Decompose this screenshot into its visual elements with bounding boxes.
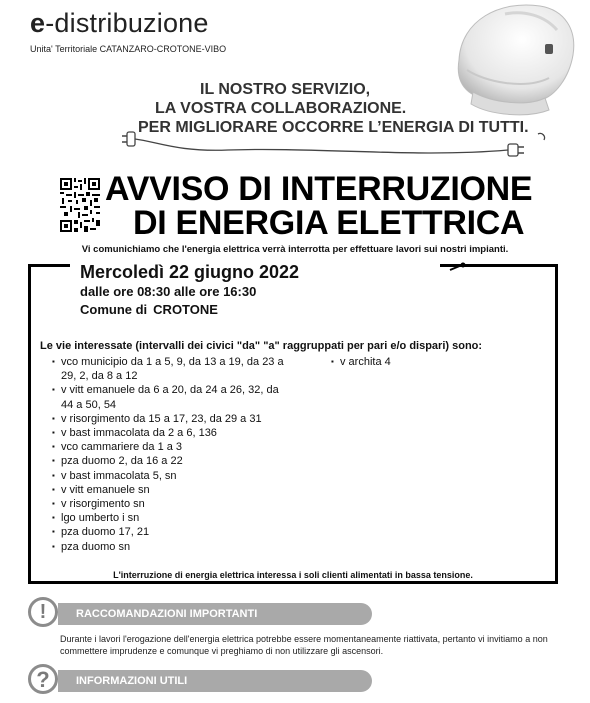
slogan-line-3: PER MIGLIORARE OCCORRE L’ENERGIA DI TUTTI.	[138, 119, 529, 136]
street-item: ▪ pza duomo 2, da 16 a 22	[52, 454, 292, 468]
notice-title	[105, 172, 585, 240]
territorial-unit: Unita' Territoriale CATANZARO-CROTONE-VIBO	[30, 44, 227, 54]
street-item: ▪ v risorgimento da 15 a 17, 23, da 29 a 31	[52, 412, 292, 426]
street-item: ▪ vco municipio da 1 a 5, 9, da 13 a 19, da 23 a 29, 2, da 8 a 12	[52, 355, 292, 383]
question-mark-icon: ?	[28, 664, 58, 694]
useful-info-header: INFORMAZIONI UTILI	[58, 670, 372, 692]
low-voltage-notice: L'interruzione di energia elettrica interessa i soli clienti alimentati in bassa tensione.	[113, 570, 473, 580]
streets-heading: Le vie interessate (intervalli dei civici "da" "a" raggruppati per pari e/o dispari) sono:	[40, 340, 483, 352]
frame-pin-icon	[448, 262, 468, 272]
street-item: ▪ v bast immacolata da 2 a 6, 136	[52, 426, 292, 440]
exclamation-icon: !	[28, 597, 58, 627]
brand-logo-text: -distribuzione	[45, 8, 209, 38]
frame-top-left-edge	[28, 264, 70, 267]
street-item: ▪ pza duomo sn	[52, 540, 292, 554]
plug-right-icon	[508, 144, 524, 156]
plug-left-icon	[122, 132, 135, 146]
street-item: ▪ pza duomo 17, 21	[52, 525, 292, 539]
streets-list-left	[52, 355, 292, 554]
outage-date: Mercoledì 22 giugno 2022	[80, 262, 300, 282]
street-item: ▪ v vitt emanuele da 6 a 20, da 24 a 26, 32, da 44 a 50, 54	[52, 383, 292, 411]
street-item: ▪ v vitt emanuele sn	[52, 483, 292, 497]
outage-municipality	[80, 302, 218, 317]
street-item: ▪ v risorgimento sn	[52, 497, 292, 511]
notice-title-line-1: AVVISO DI INTERRUZIONE	[105, 170, 533, 208]
slogan-line-1: IL NOSTRO SERVIZIO,	[200, 81, 371, 98]
municipality-label: Comune di	[80, 302, 148, 317]
streets-list-right	[331, 355, 531, 369]
plug-cable-decoration	[118, 122, 558, 164]
intro-text: Vi comunichiamo che l'energia elettrica verrà interrotta per effettuare lavori sui nostri impianti.	[81, 244, 509, 255]
recommendations-header: RACCOMANDAZIONI IMPORTANTI	[58, 603, 372, 625]
outage-hours: dalle ore 08:30 alle ore 16:30	[80, 284, 257, 299]
street-item: ▪ lgo umberto i sn	[52, 511, 292, 525]
notice-title-line-2: DI ENERGIA ELETTRICA	[133, 204, 525, 242]
municipality-value: CROTONE	[153, 302, 218, 317]
street-item: ▪ v archita 4	[331, 355, 531, 369]
street-item: ▪ v bast immacolata 5, sn	[52, 469, 292, 483]
brand-logo-e: e	[30, 8, 46, 38]
brand-logo	[30, 8, 209, 39]
recommendations-text: Durante i lavori l'erogazione dell'energia elettrica potrebbe essere momentaneamente riattivata, pertanto vi invitiamo a non commettere imprudenze e comunque vi preghiamo di non utilizzare gli ascensori.	[60, 634, 548, 656]
street-item: ▪ vco cammariere da 1 a 3	[52, 440, 292, 454]
qr-code	[60, 178, 100, 232]
slogan-line-2: LA VOSTRA COLLABORAZIONE.	[155, 100, 407, 117]
